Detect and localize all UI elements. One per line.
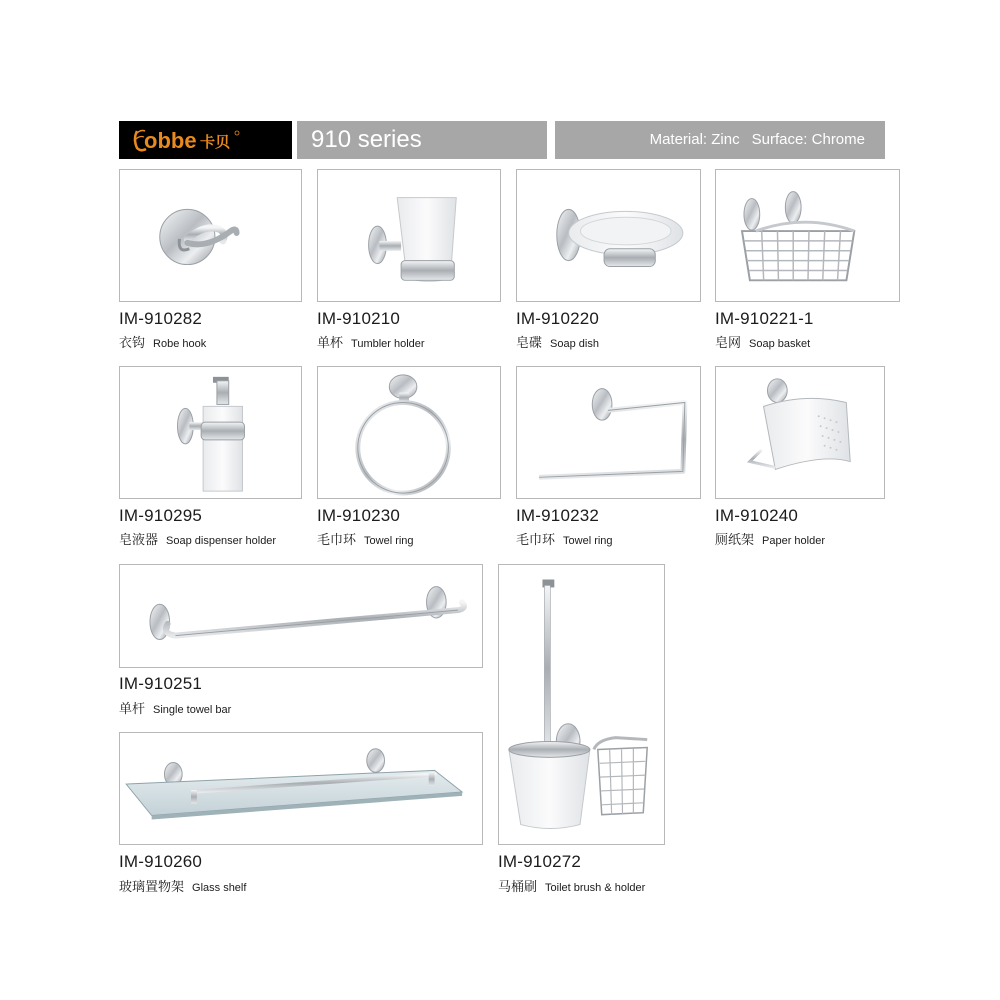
product-name: 毛巾环 Towel ring bbox=[516, 533, 613, 548]
tumbler-holder-icon bbox=[318, 170, 500, 301]
paper-holder-icon bbox=[716, 367, 884, 498]
product-name: 衣钩 Robe hook bbox=[119, 336, 207, 351]
product-name: 皂碟 Soap dish bbox=[516, 336, 599, 351]
product-name: 皂网 Soap basket bbox=[715, 336, 811, 351]
material-info bbox=[555, 121, 885, 159]
series-title: 910 series bbox=[297, 121, 547, 159]
svg-text:卡贝: 卡贝 bbox=[199, 133, 230, 151]
robe-hook-icon bbox=[120, 170, 301, 301]
product-code: IM-910282 bbox=[119, 309, 203, 328]
product-card-toilet-brush[interactable] bbox=[498, 564, 665, 845]
product-card-towel-bar[interactable] bbox=[119, 564, 483, 668]
towel-bar-icon bbox=[120, 565, 482, 667]
product-card-soap-dish[interactable] bbox=[516, 169, 701, 302]
towel-ring-icon bbox=[318, 367, 500, 498]
product-card-soap-dispenser[interactable] bbox=[119, 366, 302, 499]
soap-dish-icon bbox=[517, 170, 700, 301]
svg-text:obbe: obbe bbox=[143, 128, 197, 153]
product-card-glass-shelf[interactable] bbox=[119, 732, 483, 845]
soap-basket-icon bbox=[716, 170, 899, 301]
product-code: IM-910260 bbox=[119, 852, 203, 871]
product-code: IM-910230 bbox=[317, 506, 401, 525]
product-name: 毛巾环 Towel ring bbox=[317, 533, 414, 548]
product-card-paper-holder[interactable] bbox=[715, 366, 885, 499]
product-name: 玻璃置物架 Glass shelf bbox=[119, 880, 247, 895]
product-name: 马桶刷 Toilet brush & holder bbox=[498, 880, 646, 895]
product-code: IM-910221-1 bbox=[715, 309, 814, 328]
product-name: 单杆 Single towel bar bbox=[119, 702, 232, 717]
product-code: IM-910232 bbox=[516, 506, 600, 525]
product-card-towel-ring[interactable] bbox=[317, 366, 501, 499]
product-code: IM-910251 bbox=[119, 674, 203, 693]
brand-logo bbox=[119, 121, 292, 159]
product-code: IM-910220 bbox=[516, 309, 600, 328]
product-name: 皂液器 Soap dispenser holder bbox=[119, 533, 277, 548]
product-code: IM-910272 bbox=[498, 852, 582, 871]
product-code: IM-910210 bbox=[317, 309, 401, 328]
product-code: IM-910295 bbox=[119, 506, 203, 525]
catalog-header bbox=[119, 121, 885, 159]
product-code: IM-910240 bbox=[715, 506, 799, 525]
glass-shelf-icon bbox=[120, 733, 482, 844]
product-card-towel-holder[interactable] bbox=[516, 366, 701, 499]
product-card-tumbler-holder[interactable] bbox=[317, 169, 501, 302]
toilet-brush-icon bbox=[499, 565, 664, 844]
product-name: 厕纸架 Paper holder bbox=[715, 533, 826, 548]
product-card-robe-hook[interactable] bbox=[119, 169, 302, 302]
cobbe-logo-icon bbox=[131, 125, 281, 155]
material-label: Material: Zinc bbox=[649, 131, 740, 148]
product-card-soap-basket[interactable] bbox=[715, 169, 900, 302]
product-name: 单杯 Tumbler holder bbox=[317, 336, 425, 351]
surface-label: Surface: Chrome bbox=[751, 131, 865, 148]
soap-dispenser-icon bbox=[120, 367, 301, 498]
towel-holder-icon bbox=[517, 367, 700, 498]
